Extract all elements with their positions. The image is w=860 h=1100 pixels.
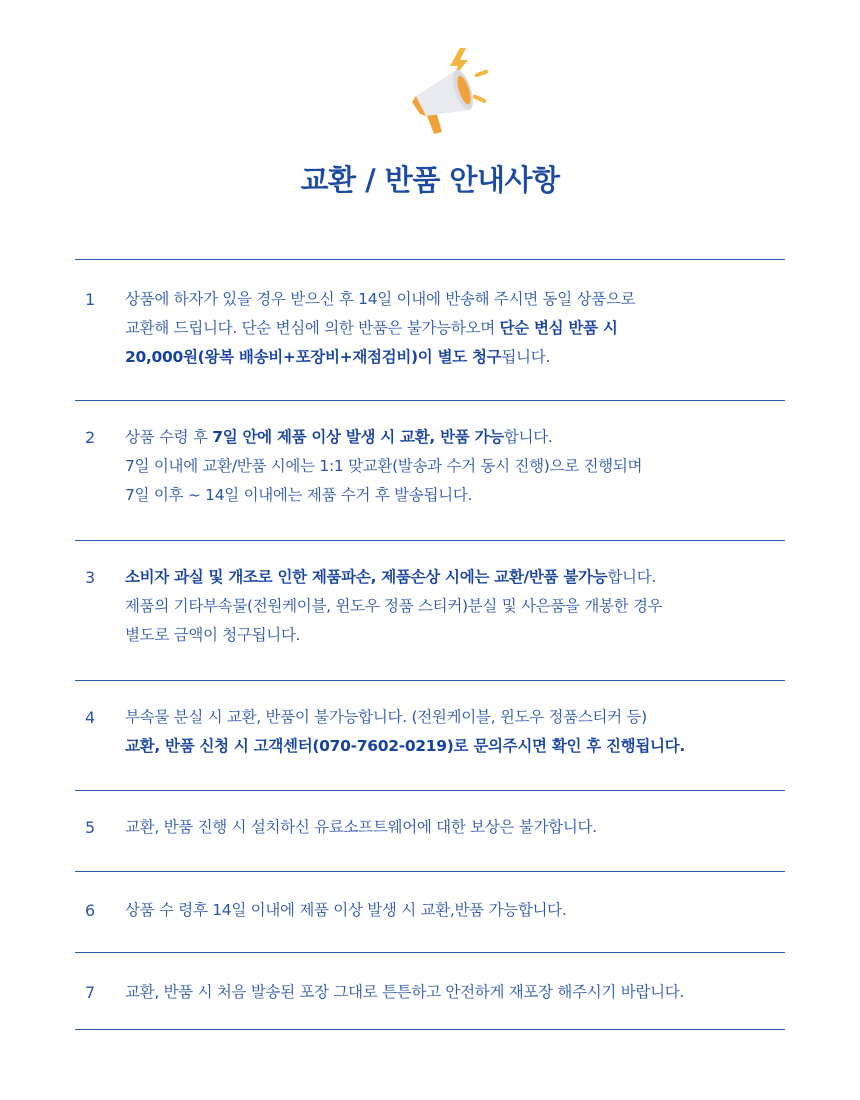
list-item: [75, 680, 785, 790]
item-line: 7일 이내에 교환/반품 시에는 1:1 맞교환(발송과 수거 동시 진행)으로 진행되며: [125, 457, 643, 475]
list-item: [75, 871, 785, 952]
notice-list: [75, 259, 785, 1030]
list-item: [75, 540, 785, 680]
item-line: 상품 수령 후 7일 안에 제품 이상 발생 시 교환, 반품 가능합니다.: [125, 428, 553, 446]
item-line: 부속물 분실 시 교환, 반품이 불가능합니다. (전원케이블, 윈도우 정품스티커 등): [125, 708, 647, 726]
item-number: 7: [85, 983, 96, 1002]
item-line: 소비자 과실 및 개조로 인한 제품파손, 제품손상 시에는 교환/반품 불가능합니다.: [125, 568, 656, 586]
item-content: [125, 896, 785, 925]
item-line: 교환, 반품 시 처음 발송된 포장 그대로 튼튼하고 안전하게 재포장 해주시기 바랍니다.: [125, 983, 685, 1001]
list-item: [75, 790, 785, 871]
item-number: 3: [85, 568, 96, 587]
item-line: 교환, 반품 신청 시 고객센터(070-7602-0219)로 문의주시면 확인 후 진행됩니다.: [125, 737, 685, 755]
item-line: 교환, 반품 진행 시 설치하신 유료소프트웨어에 대한 보상은 불가합니다.: [125, 818, 597, 836]
item-content: [125, 423, 785, 510]
item-line: 교환해 드립니다. 단순 변심에 의한 반품은 불가능하오며 단순 변심 반품 시: [125, 319, 618, 337]
megaphone-icon: [400, 44, 496, 140]
item-line: 20,000원(왕복 배송비+포장비+재점검비)이 별도 청구됩니다.: [125, 348, 551, 366]
item-number: 2: [85, 428, 96, 447]
item-number: 1: [85, 290, 96, 309]
item-content: [125, 978, 785, 1007]
item-line: 상품에 하자가 있을 경우 받으신 후 14일 이내에 반송해 주시면 동일 상품으로: [125, 290, 636, 308]
item-line: 별도로 금액이 청구됩니다.: [125, 626, 301, 644]
item-content: [125, 703, 785, 761]
item-number: 6: [85, 901, 96, 920]
item-number: 4: [85, 708, 96, 727]
item-content: [125, 563, 785, 650]
list-item: [75, 259, 785, 400]
list-item: [75, 400, 785, 540]
list-item: [75, 952, 785, 1030]
item-line: 제품의 기타부속물(전원케이블, 윈도우 정품 스티커)분실 및 사은품을 개봉한 경우: [125, 597, 663, 615]
item-line: 7일 이후 ~ 14일 이내에는 제품 수거 후 발송됩니다.: [125, 486, 473, 504]
item-content: [125, 813, 785, 842]
item-line: 상품 수 령후 14일 이내에 제품 이상 발생 시 교환,반품 가능합니다.: [125, 901, 567, 919]
item-content: [125, 285, 785, 372]
item-number: 5: [85, 818, 96, 837]
page-title: 교환 / 반품 안내사항: [300, 163, 560, 197]
